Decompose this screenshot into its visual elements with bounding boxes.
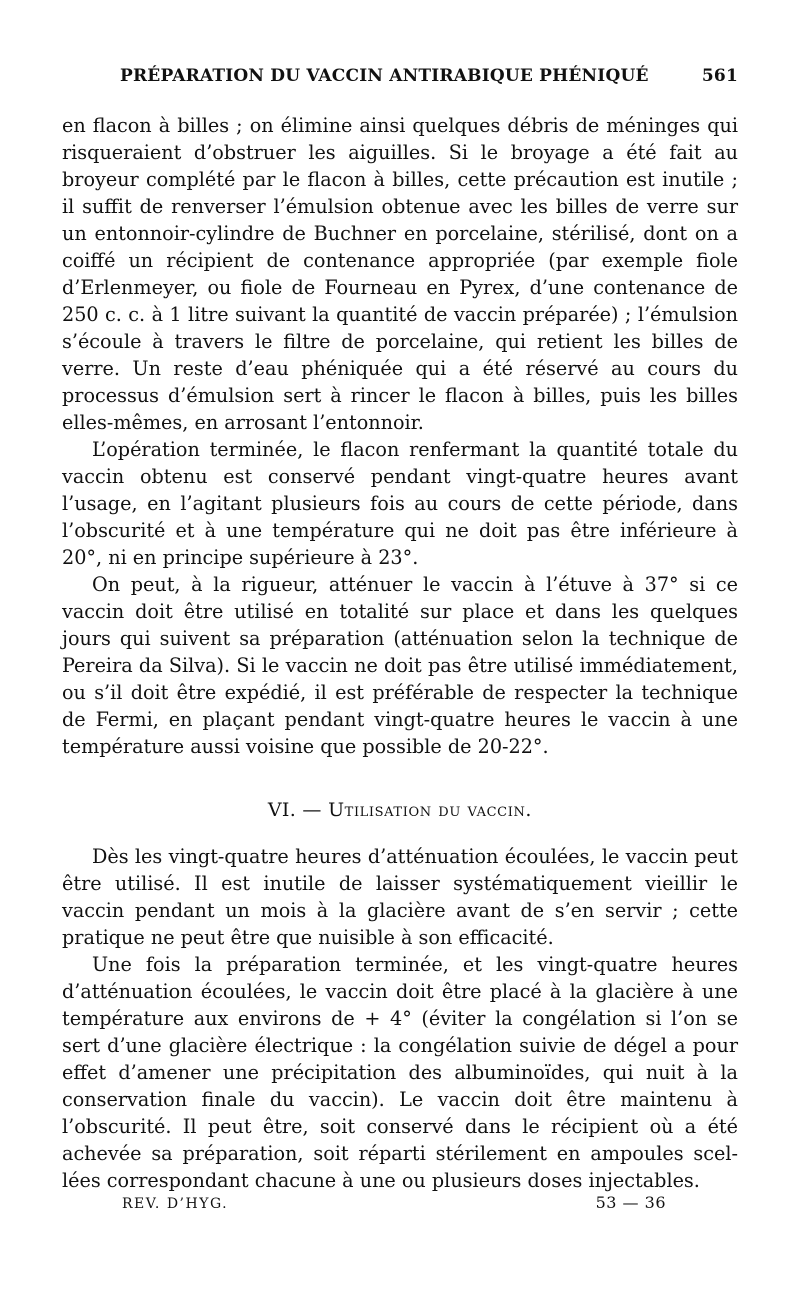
paragraph: L’opération terminée, le flacon renfermant la quantité totale du vaccin obtenu est conservé pendant vingt-quatre heures avant l’usage, en l’agitant plusieurs fois au cours de cette période, dans l’obscurité et à une température qui ne doit pas être inférieure à 20°, ni en principe supérieure à 23°. [62, 438, 738, 569]
paragraph: Dès les vingt-quatre heures d’atténuation écoulées, le vaccin peut être utilisé. Il est inutile de laisser systématiquement vieillir le vaccin pendant un mois à la glacière avant de s’en servir ; cette pratique ne peut être que nuisible à son efficacité. [62, 845, 738, 949]
paragraph: en flacon à billes ; on élimine ainsi quelques débris de méninges qui risqueraient d’obstruer les aiguilles. Si le broyage a été fait au broyeur complété par le flacon à billes, cette précaution est inutile ; il suffit de renverser l’émulsion obtenue avec les billes de verre sur un entonnoir-cylindre de Buchner en porcelaine, stérilisé, dont on a coiffé un récipient de contenance appropriée (par exemple fiole d’Erlenmeyer, ou fiole de Fourneau en Pyrex, d’une contenance de 250 c. c. à 1 litre suivant la quantité de vaccin préparée) ; l’émulsion s’écoule à travers le filtre de porcelaine, qui retient les billes de verre. Un reste d’eau phéniquée qui a été réservé au cours du processus d’émulsion sert à rincer le flacon à billes, puis les billes elles-mêmes, en arrosant l’entonnoir. [62, 114, 738, 434]
printer-signature: 53 — 36 [595, 1193, 666, 1212]
section-number: VI. — [267, 799, 322, 821]
running-title: PRÉPARATION DU VACCIN ANTIRABIQUE PHÉNIQUÉ [120, 66, 649, 86]
journal-abbreviation: REV. D’HYG. [122, 1196, 229, 1212]
page-footer [62, 1193, 738, 1220]
body-text-upper [62, 112, 738, 760]
section-title: Utilisation du vaccin. [328, 799, 533, 821]
body-text-lower [62, 843, 738, 1194]
paragraph: Une fois la préparation terminée, et les vingt-quatre heures d’atténuation écoulées, le vaccin doit être placé à la glacière à une température aux environs de + 4° (éviter la congélation si l’on se sert d’une glacière électrique : la congélation suivie de dégel a pour effet d’amener une précipitation des albuminoïdes, qui nuit à la conservation finale du vaccin). Le vaccin doit être maintenu à l’obscurité. Il peut être, soit conservé dans le récipient où a été achevée sa préparation, soit réparti stérilement en ampoules scellées correspondant chacune à une ou plusieurs doses injectables. [62, 953, 738, 1192]
section-heading [62, 797, 738, 823]
page-number: 561 [701, 66, 738, 86]
paragraph: On peut, à la rigueur, atténuer le vaccin à l’étuve à 37° si ce vaccin doit être utilisé en totalité sur place et dans les quelques jours qui suivent sa préparation (atténuation selon la technique de Pereira da Silva). Si le vaccin ne doit pas être utilisé immédiatement, ou s’il doit être expédié, il est préférable de respecter la technique de Fermi, en plaçant pendant vingt-quatre heures le vaccin à une température aussi voisine que possible de 20-22°. [62, 573, 738, 758]
running-header [62, 66, 738, 92]
